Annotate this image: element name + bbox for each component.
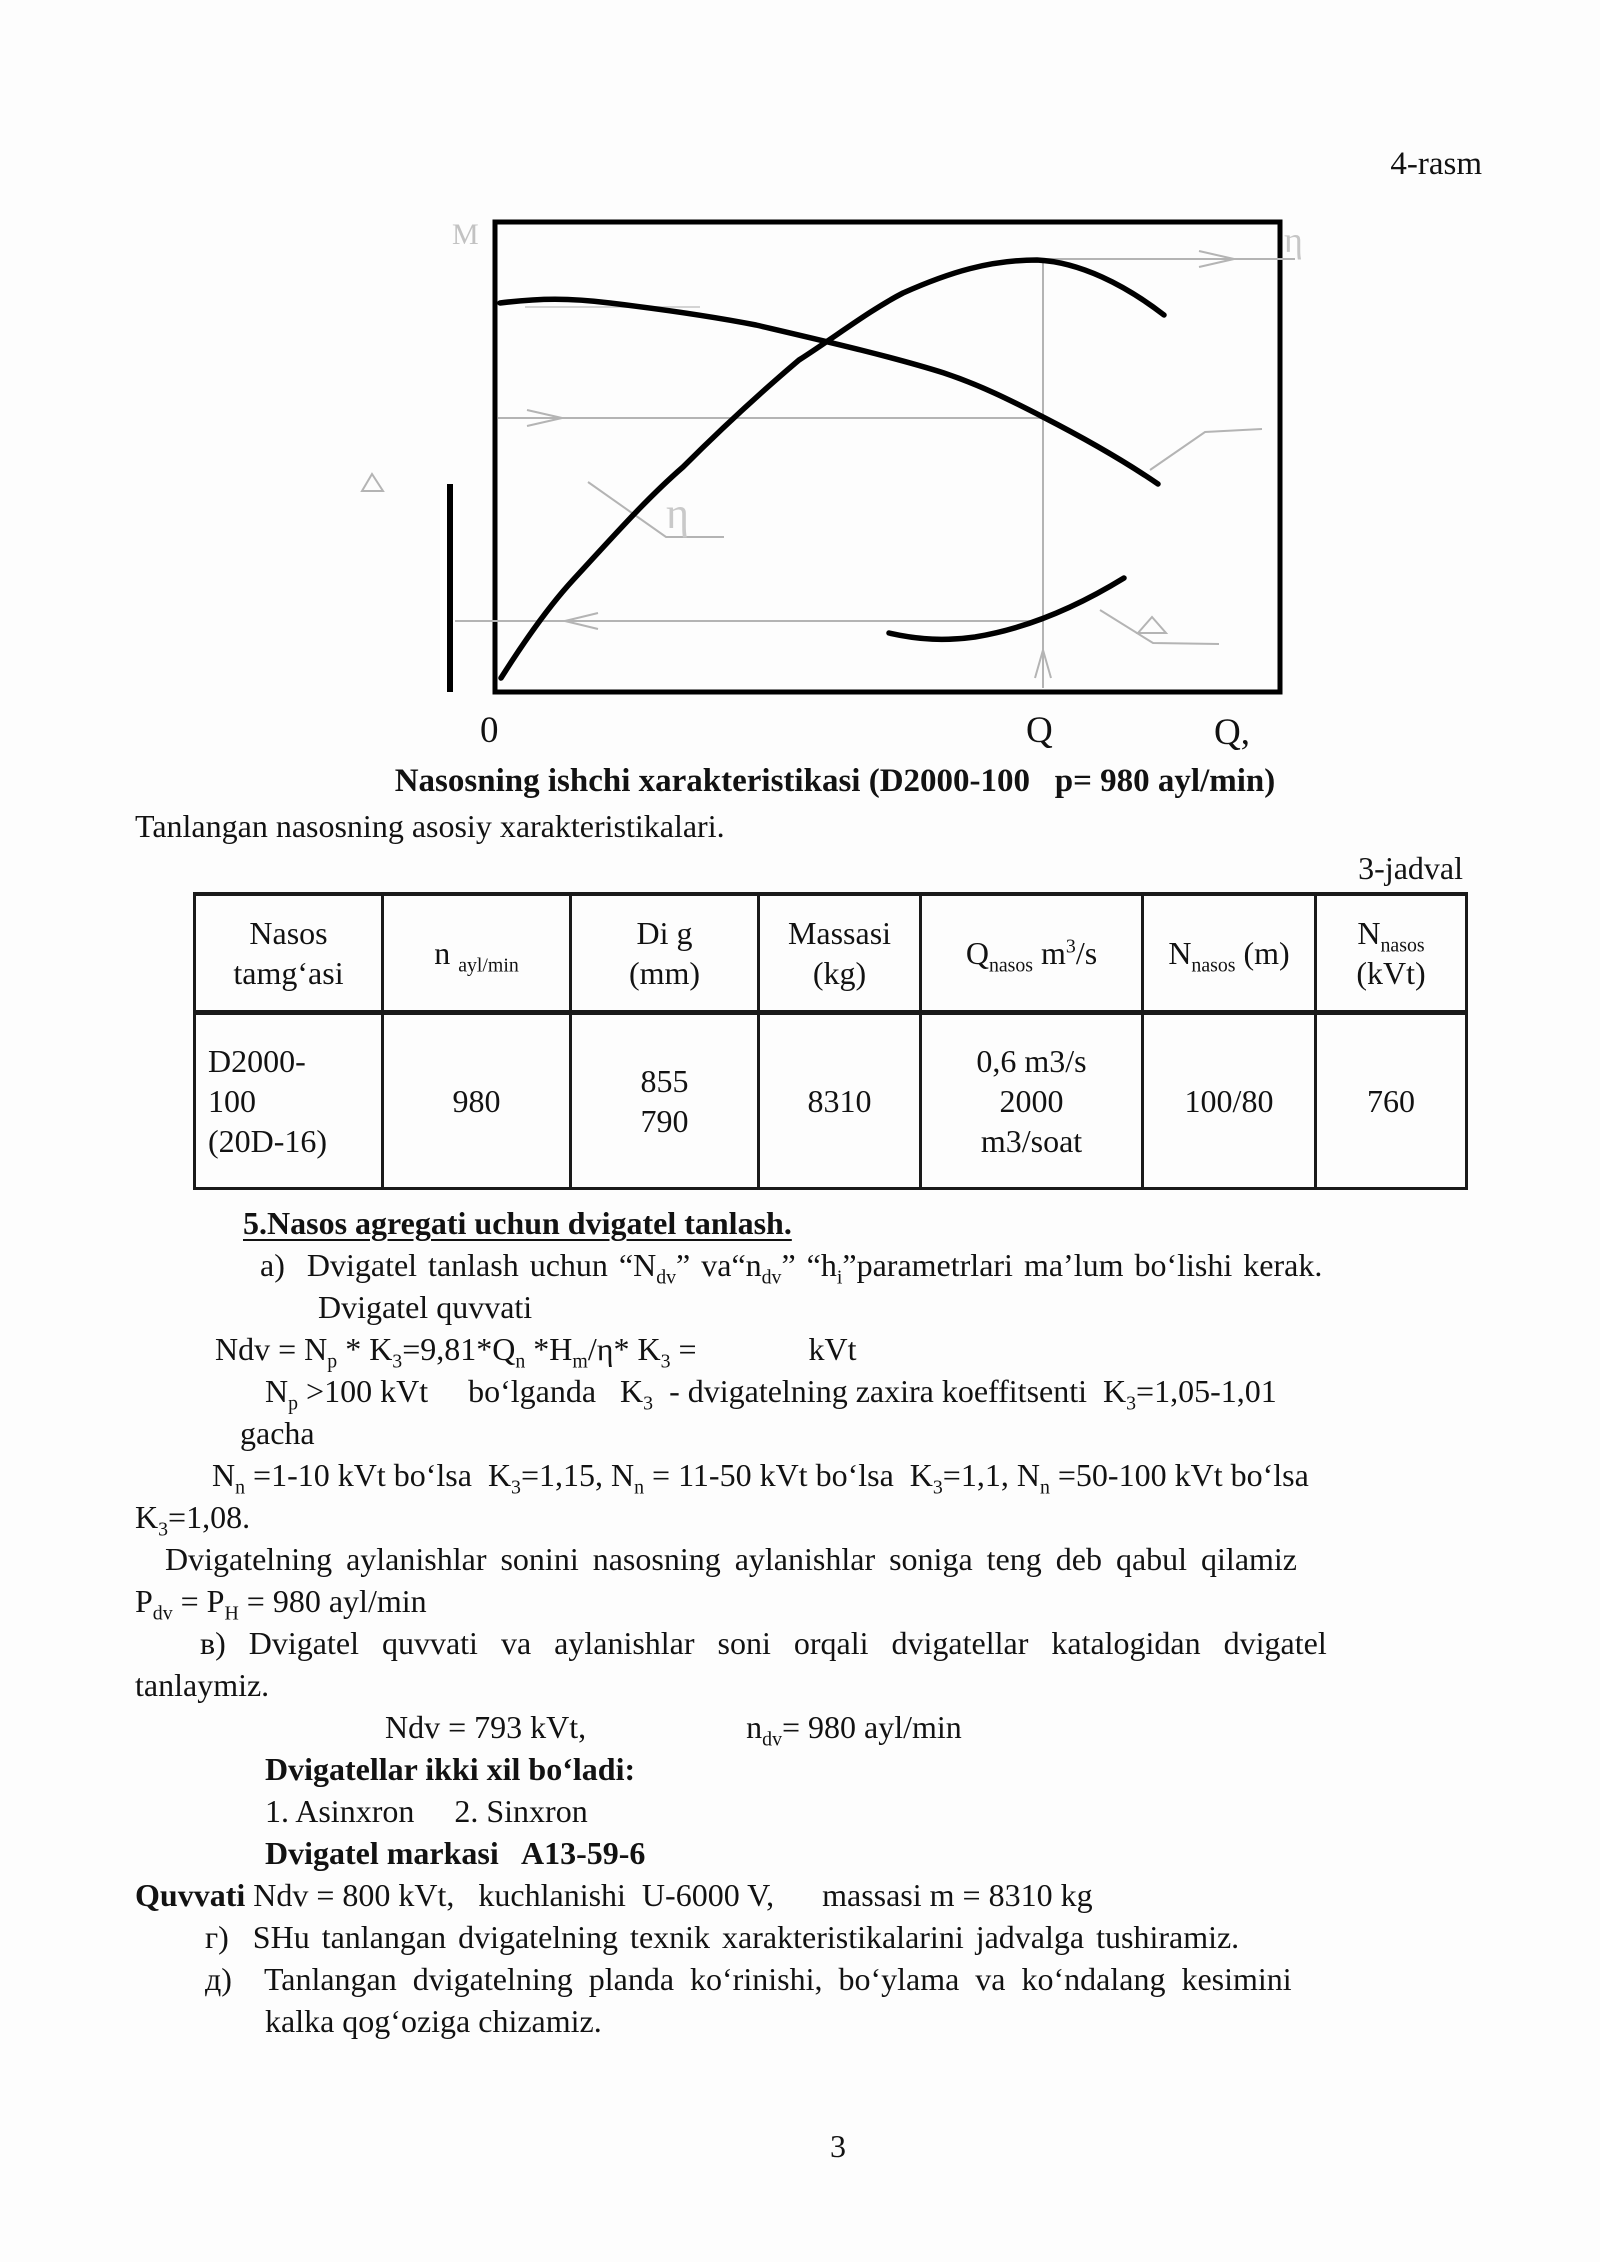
- efficiency-power-curve: [501, 260, 1164, 678]
- axis-q2-label: Q,: [1214, 712, 1250, 753]
- body-line: Dvigatellar ikki xil bo‘ladi:: [265, 1750, 636, 1787]
- body-line: Dvigatel quvvati: [318, 1288, 533, 1325]
- header-massasi: Massasi (kg): [759, 894, 921, 1012]
- triangle-marker-right-icon: [1138, 617, 1166, 633]
- cell-flow: 0,6 m3/s 2000 m3/soat: [921, 1012, 1143, 1188]
- body-line: Ndv = $N_p * K_3=9,81*Q_n$ $*H_m/\eta*$ $K_3$ = kVt: [215, 1330, 857, 1372]
- header-di-g: Di g (mm): [571, 894, 759, 1012]
- figure-number-label: 4-rasm: [1390, 146, 1482, 182]
- label-eta-right: η: [1284, 220, 1303, 260]
- body-line: kalka qog‘oziga chizamiz.: [265, 2002, 602, 2039]
- body-line: Ndv = 793 kVt, $n_{dv}= 980$ ayl/min: [385, 1708, 962, 1750]
- section-heading: 5.Nasos agregati uchun dvigatel tanlash.: [243, 1204, 792, 1241]
- intro-line: Tanlangan nasosning asosiy xarakteristikalari.: [135, 808, 725, 844]
- leader-head: [1150, 429, 1262, 470]
- body-line: a) Dvigatel tanlash uchun “$N_{dv}$” $va“n_{dv}$” “$h_i”parametrlari$ ma’lum bo‘lishi kerak.: [260, 1246, 1323, 1288]
- triangle-marker-left-icon: [362, 474, 383, 491]
- label-eta-inner: η: [666, 489, 690, 538]
- pump-characteristics-figure: [0, 0, 1600, 760]
- pump-spec-table: [193, 892, 1468, 1190]
- cell-diameter: 855 790: [571, 1012, 759, 1188]
- cell-rpm: 980: [383, 1012, 571, 1188]
- figure-caption: Nasosning ishchi xarakteristikasi (D2000-100 p= 980 ayl/min): [394, 763, 1276, 799]
- cell-mass: 8310: [759, 1012, 921, 1188]
- curves: [500, 260, 1164, 678]
- header-n-nasos-m: $N_{nasos}$ (m): [1143, 894, 1316, 1012]
- body-line: Dvigatel markasi A13-59-6: [265, 1834, 646, 1871]
- axis-origin-label: 0: [480, 710, 499, 751]
- label-m: M: [452, 218, 479, 251]
- header-n-aylmin: n $_{ayl/min}$: [383, 894, 571, 1012]
- cell-power: 760: [1316, 1012, 1467, 1188]
- head-curve: [500, 299, 1158, 484]
- body-line: gacha: [240, 1414, 315, 1451]
- header-nasos-tamgasi: Nasos tamg‘asi: [195, 894, 383, 1012]
- body-line: г) SHu tanlangan dvigatelning texnik xarakteristikalarini jadvalga tushiramiz.: [205, 1918, 1240, 1955]
- guide-lines: [362, 251, 1295, 688]
- document-body: [135, 758, 1465, 2042]
- cell-pump-model: D2000- 100 (20D-16): [195, 1012, 383, 1188]
- body-line: Dvigatelning aylanishlar sonini nasosning aylanishlar soniga teng deb qabul qilamiz: [165, 1540, 1297, 1577]
- table-header-row: [195, 894, 1467, 1012]
- npsh-curve: [889, 578, 1124, 639]
- header-q-nasos: $Q_{nasos}$ $m^3/s$: [921, 894, 1143, 1012]
- header-n-nasos-kvt: $N_{nasos}$ (kVt): [1316, 894, 1467, 1012]
- table-number-label: 3-jadval: [1358, 850, 1463, 886]
- body-line: 1. Asinxron 2. Sinxron: [265, 1792, 588, 1829]
- cell-head: 100/80: [1143, 1012, 1316, 1188]
- body-line: $P_{dv} = P_H = 980$ ayl/min: [135, 1582, 427, 1624]
- body-line: в) Dvigatel quvvati va aylanishlar soni orqali dvigatellar katalogidan dvigatel: [200, 1624, 1327, 1661]
- axis-q-label: Q: [1026, 710, 1053, 751]
- body-line: Quvvati Ndv = 800 kVt, kuchlanishi U-6000 V, massasi m = 8310 kg: [135, 1876, 1093, 1913]
- page-number: 3: [830, 2128, 846, 2164]
- body-line: $N_n =1-10$ kVt bo‘lsa $K_3=1,15$, $N_n = 11-50$ kVt bo‘lsa $K_3=1,1$, $N_n =50-100$ kVt bo‘lsa: [212, 1456, 1309, 1498]
- body-line: $K_3=1,08$.: [135, 1498, 251, 1540]
- table-row: [195, 1012, 1467, 1188]
- body-line: tanlaymiz.: [135, 1666, 270, 1703]
- body-line: $N_p >100$ kVt bo‘lganda $K_3$ - dvigatelning zaxira koeffitsenti $K_3=1,05-1,01$: [265, 1372, 1277, 1414]
- body-line: д) Tanlangan dvigatelning planda ko‘rinishi, bo‘ylama va ko‘ndalang kesimini: [205, 1960, 1292, 1997]
